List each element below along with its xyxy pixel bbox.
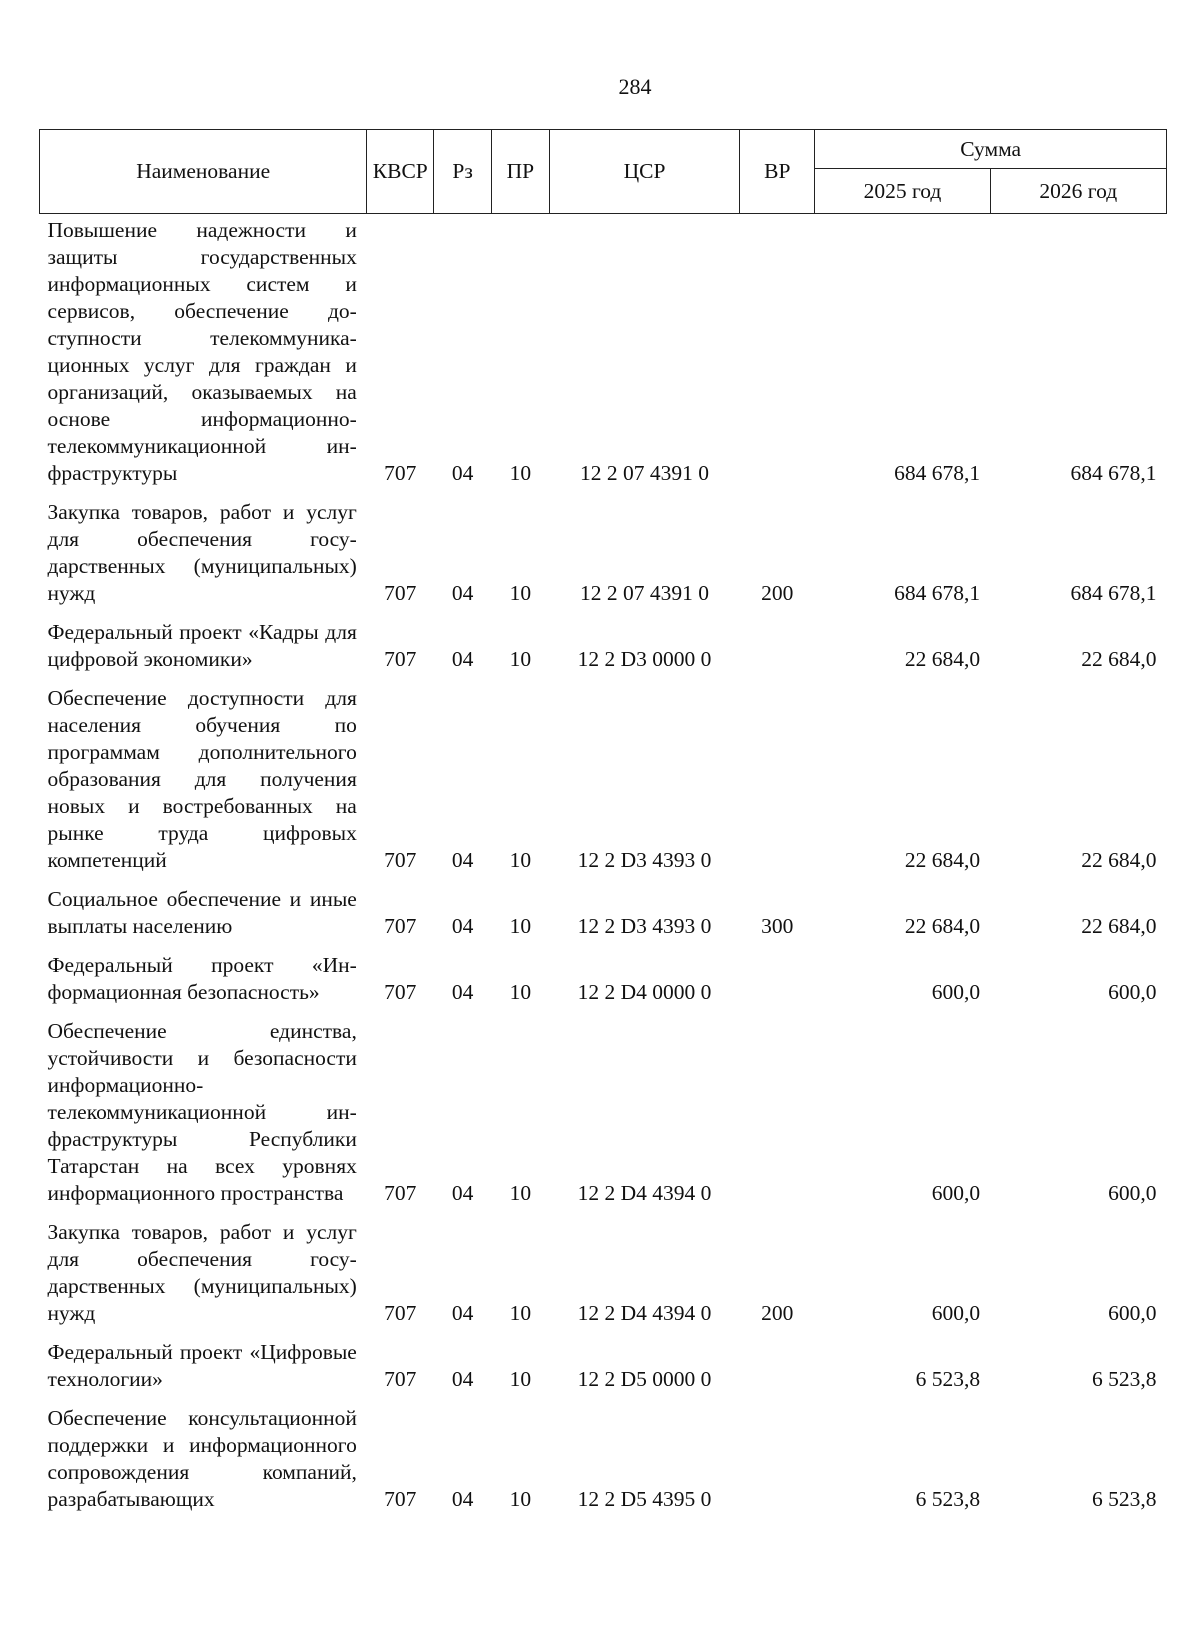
header-year-2026: 2026 год <box>990 169 1166 214</box>
row-rz: 04 <box>451 1367 474 1391</box>
row-vr <box>740 1399 815 1519</box>
header-rz: Рз <box>434 130 492 214</box>
row-rz: 04 <box>451 581 474 605</box>
row-sum-2026: 600,0 <box>1108 1181 1157 1205</box>
table-row <box>40 946 1167 1012</box>
table-row <box>40 880 1167 946</box>
table-header <box>40 130 1167 214</box>
row-sum-2026: 22 684,0 <box>1081 914 1157 938</box>
row-name: Повышение надежности и защиты государственных информационных систем и сервисов, обеспечение доступности телекоммуникационных услуг для граждан и организаций, оказываемых на основе информационно-телекоммуникационной инфраструктуры <box>47 218 357 485</box>
row-vr <box>740 613 815 679</box>
header-name: Наименование <box>40 130 367 214</box>
header-sum: Сумма <box>815 130 1167 169</box>
row-csr: 12 2 07 4391 0 <box>580 461 710 485</box>
row-sum-2026: 600,0 <box>1108 980 1157 1004</box>
row-kvsr: 707 <box>384 461 417 485</box>
row-csr: 12 2 07 4391 0 <box>580 581 710 605</box>
row-csr: 12 2 D3 4393 0 <box>577 914 712 938</box>
row-pr: 10 <box>509 980 532 1004</box>
row-pr: 10 <box>509 581 532 605</box>
row-name: Закупка товаров, работ и услуг для обеспечения государственных (муниципальных) нужд <box>47 1220 357 1325</box>
row-sum-2025: 684 678,1 <box>894 461 981 485</box>
row-pr: 10 <box>509 914 532 938</box>
header-year-2025: 2025 год <box>815 169 990 214</box>
row-vr <box>740 1333 815 1399</box>
header-pr: ПР <box>491 130 549 214</box>
row-csr: 12 2 D3 4393 0 <box>577 848 712 872</box>
header-kvsr: КВСР <box>367 130 434 214</box>
row-rz: 04 <box>451 914 474 938</box>
row-name: Закупка товаров, работ и услуг для обеспечения государственных (муниципальных) нужд <box>47 500 357 605</box>
row-kvsr: 707 <box>384 1181 417 1205</box>
row-sum-2025: 600,0 <box>931 1181 981 1205</box>
row-pr: 10 <box>509 1301 532 1325</box>
row-sum-2026: 6 523,8 <box>1092 1367 1157 1391</box>
row-pr: 10 <box>509 1487 532 1511</box>
row-csr: 12 2 D4 4394 0 <box>577 1181 712 1205</box>
row-sum-2025: 600,0 <box>931 1301 981 1325</box>
row-csr: 12 2 D5 0000 0 <box>577 1367 712 1391</box>
table-row <box>40 1399 1167 1519</box>
row-name: Федеральный проект «Информационная безопасность» <box>47 953 357 1004</box>
row-pr: 10 <box>509 647 532 671</box>
row-sum-2026: 600,0 <box>1108 1301 1157 1325</box>
row-sum-2026: 684 678,1 <box>1070 581 1157 605</box>
row-csr: 12 2 D3 0000 0 <box>577 647 712 671</box>
table-row <box>40 679 1167 880</box>
budget-table <box>39 129 1167 1519</box>
row-csr: 12 2 D4 4394 0 <box>577 1301 712 1325</box>
row-sum-2026: 22 684,0 <box>1081 647 1157 671</box>
row-rz: 04 <box>451 1301 474 1325</box>
row-name: Обеспечение доступности для населения обучения по программам дополнительного образования для получения новых и востребованных на рынке труда цифровых компетенций <box>47 686 357 872</box>
row-sum-2025: 600,0 <box>931 980 981 1004</box>
table-row <box>40 613 1167 679</box>
row-rz: 04 <box>451 980 474 1004</box>
row-sum-2026: 6 523,8 <box>1092 1487 1157 1511</box>
row-name: Обеспечение единства, устойчивости и безопасности информационно-телекоммуникационной инфраструктуры Республики Татарстан на всех уровнях информационного пространства <box>47 1019 357 1205</box>
row-name: Федеральный проект «Цифровые технологии» <box>47 1340 357 1391</box>
row-sum-2025: 22 684,0 <box>904 848 981 872</box>
row-sum-2025: 22 684,0 <box>904 647 981 671</box>
row-rz: 04 <box>451 647 474 671</box>
table-row <box>40 214 1167 494</box>
row-name: Федеральный проект «Кадры для цифровой экономики» <box>47 620 357 671</box>
row-kvsr: 707 <box>384 581 417 605</box>
row-kvsr: 707 <box>384 1301 417 1325</box>
row-vr: 200 <box>761 1301 794 1325</box>
row-rz: 04 <box>451 1181 474 1205</box>
row-rz: 04 <box>451 1487 474 1511</box>
row-name: Обеспечение консультационной поддержки и информационного сопровождения компаний, разрабатывающих <box>47 1406 357 1511</box>
row-kvsr: 707 <box>384 980 417 1004</box>
row-vr <box>740 946 815 1012</box>
row-vr: 200 <box>761 581 794 605</box>
row-pr: 10 <box>509 461 532 485</box>
header-csr: ЦСР <box>549 130 740 214</box>
row-rz: 04 <box>451 848 474 872</box>
row-sum-2025: 6 523,8 <box>915 1367 981 1391</box>
row-pr: 10 <box>509 848 532 872</box>
row-kvsr: 707 <box>384 848 417 872</box>
row-pr: 10 <box>509 1367 532 1391</box>
row-vr <box>740 1012 815 1213</box>
row-name: Социальное обеспечение и иные выплаты населению <box>47 887 357 938</box>
page-number: 284 <box>618 74 652 99</box>
row-sum-2025: 22 684,0 <box>904 914 981 938</box>
row-kvsr: 707 <box>384 1487 417 1511</box>
row-vr <box>740 679 815 880</box>
row-vr <box>740 214 815 494</box>
row-kvsr: 707 <box>384 914 417 938</box>
row-kvsr: 707 <box>384 647 417 671</box>
row-sum-2026: 22 684,0 <box>1081 848 1157 872</box>
table-row <box>40 493 1167 613</box>
row-sum-2025: 684 678,1 <box>894 581 981 605</box>
table-row <box>40 1012 1167 1213</box>
table-row <box>40 1333 1167 1399</box>
row-kvsr: 707 <box>384 1367 417 1391</box>
table-body <box>40 214 1167 1520</box>
row-rz: 04 <box>451 461 474 485</box>
row-vr: 300 <box>761 914 794 938</box>
row-sum-2025: 6 523,8 <box>915 1487 981 1511</box>
row-pr: 10 <box>509 1181 532 1205</box>
row-sum-2026: 684 678,1 <box>1070 461 1157 485</box>
header-vr: ВР <box>740 130 815 214</box>
row-csr: 12 2 D4 0000 0 <box>577 980 712 1004</box>
row-csr: 12 2 D5 4395 0 <box>577 1487 712 1511</box>
table-row <box>40 1213 1167 1333</box>
